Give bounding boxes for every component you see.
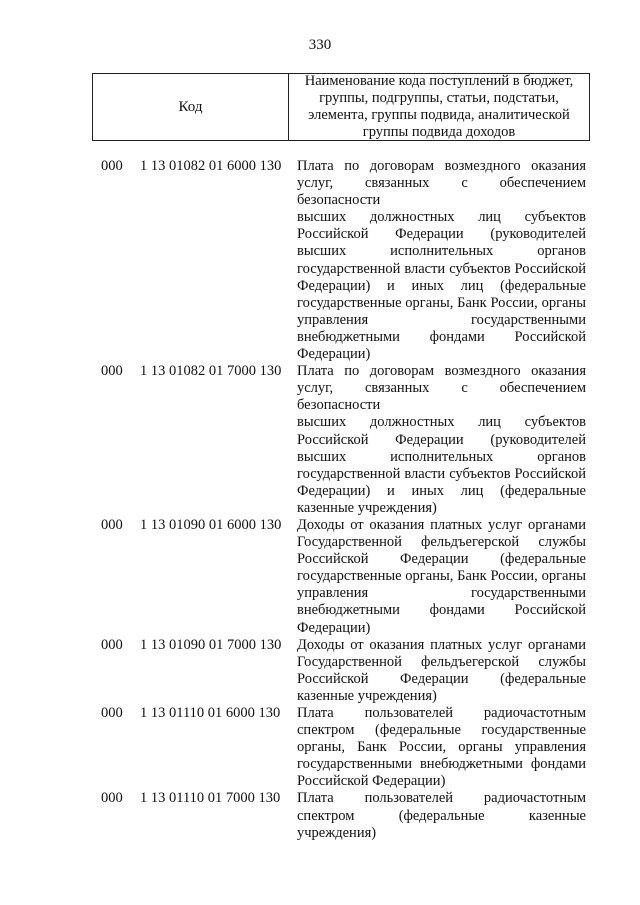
table-row [0, 158, 640, 363]
description-line: Российской Федерации (руководителей [297, 431, 586, 448]
revenue-code: 1 13 01090 01 7000 130 [140, 636, 282, 653]
description-line: органы, Банк России, органы управления [297, 739, 586, 756]
description-line: внебюджетными фондами Российской [297, 602, 586, 619]
description-line: спектром (федеральные казенные учреждения) [297, 807, 586, 841]
description-line: управления государственными [297, 311, 586, 328]
description-line: услуг, связанных с обеспечением безопасности [297, 175, 586, 209]
description-line: спектром (федеральные государственные [297, 722, 586, 739]
revenue-description [297, 517, 586, 637]
description-line: государственные органы, Банк России, органы [297, 568, 586, 585]
description-line: Федерации) [297, 619, 371, 636]
description-line: казенные учреждения) [297, 687, 437, 704]
revenue-description [297, 363, 586, 517]
table-row [0, 363, 640, 517]
header-name-line: группы подвида доходов [362, 124, 516, 140]
page-number: 330 [308, 37, 332, 53]
revenue-code: 1 13 01110 01 7000 130 [140, 790, 281, 807]
header-name-cell [289, 74, 589, 140]
description-line: Плата по договорам возмездного оказания [297, 363, 586, 380]
description-line: Российской Федерации (федеральные [297, 670, 586, 687]
description-line: государственными внебюджетными фондами [297, 756, 586, 773]
revenue-description [297, 790, 586, 841]
description-line: высших исполнительных органов [297, 448, 586, 465]
revenue-description [297, 705, 586, 790]
description-line: Федерации) [297, 346, 371, 363]
table-row [0, 517, 640, 637]
revenue-code: 1 13 01082 01 6000 130 [140, 158, 282, 174]
admin-code: 000 [101, 705, 123, 721]
header-name-line: Наименование кода поступлений в бюджет, [304, 73, 574, 89]
revenue-description [297, 637, 586, 705]
revenue-description [297, 158, 586, 363]
description-line: Российской Федерации (федеральные [297, 551, 586, 568]
table-body [0, 158, 640, 842]
admin-code: 000 [101, 790, 123, 807]
description-line: Плата пользователей радиочастотным [297, 705, 586, 721]
table-header [92, 73, 590, 141]
description-line: управления государственными [297, 585, 586, 602]
table-row [0, 637, 640, 705]
description-line: высших должностных лиц субъектов [297, 209, 586, 226]
description-line: Плата пользователей радиочастотным [297, 790, 586, 807]
description-line: высших исполнительных органов [297, 243, 586, 260]
header-name-line: элемента, группы подвида, аналитической [308, 107, 570, 123]
revenue-code: 1 13 01090 01 6000 130 [140, 516, 282, 533]
description-line: Доходы от оказания платных услуг органами [297, 636, 586, 653]
description-line: Российской Федерации (руководителей [297, 226, 586, 243]
description-line: Федерации) и иных лиц (федеральные [297, 277, 586, 294]
description-line: казенные учреждения) [297, 499, 437, 516]
header-name-line: группы, подгруппы, статьи, подстатьи, [319, 90, 559, 106]
table-row [0, 705, 640, 790]
admin-code: 000 [101, 158, 123, 174]
description-line: государственной власти субъектов Российской [297, 260, 586, 277]
description-line: Государственной фельдъегерской службы [297, 534, 586, 551]
admin-code: 000 [101, 516, 123, 533]
revenue-code: 1 13 01082 01 7000 130 [140, 363, 282, 380]
description-line: Доходы от оказания платных услуг органами [297, 516, 586, 533]
description-line: услуг, связанных с обеспечением безопасности [297, 380, 586, 414]
admin-code: 000 [101, 636, 123, 653]
description-line: внебюджетными фондами Российской [297, 328, 586, 345]
revenue-code: 1 13 01110 01 6000 130 [140, 705, 281, 721]
description-line: Федерации) и иных лиц (федеральные [297, 482, 586, 499]
admin-code: 000 [101, 363, 123, 380]
description-line: Государственной фельдъегерской службы [297, 653, 586, 670]
header-code-cell: Код [93, 74, 289, 140]
description-line: государственные органы, Банк России, органы [297, 294, 586, 311]
table-row [0, 790, 640, 841]
description-line: Российской Федерации) [297, 773, 446, 790]
description-line: государственной власти субъектов Российской [297, 465, 586, 482]
description-line: высших должностных лиц субъектов [297, 414, 586, 431]
description-line: Плата по договорам возмездного оказания [297, 158, 586, 174]
